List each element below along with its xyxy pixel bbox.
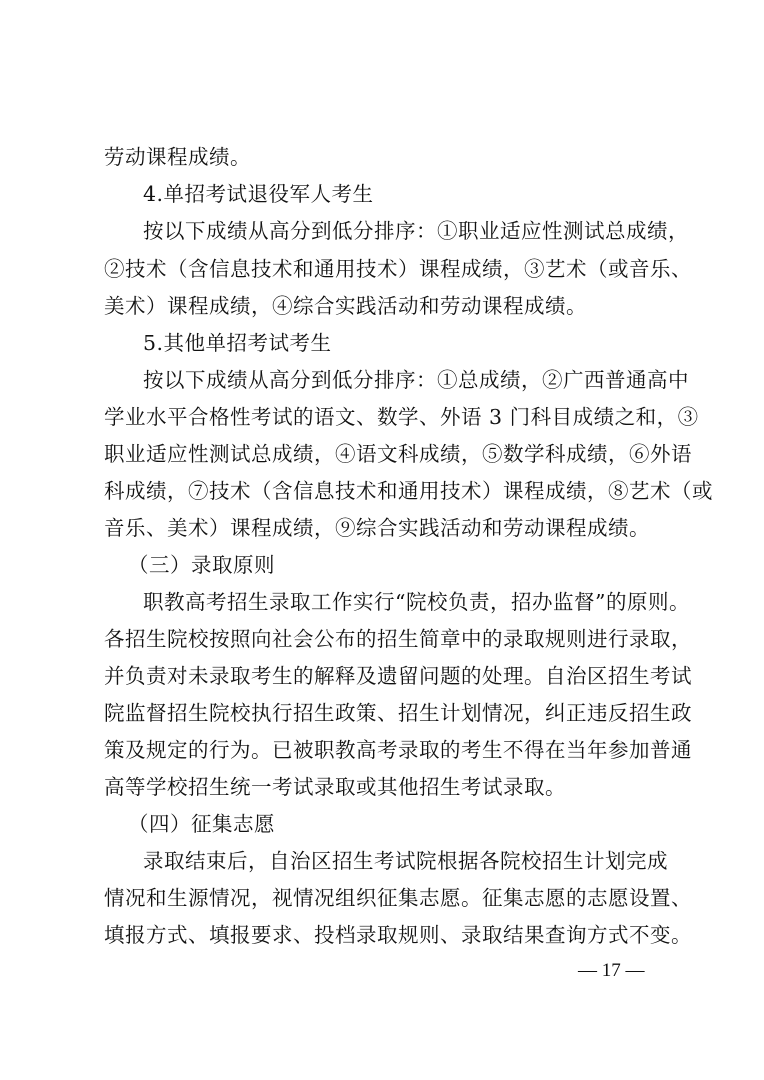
paragraph-line: 录取结束后，自治区招生考试院根据各院校招生计划完成: [143, 849, 668, 873]
paragraph-line: 科成绩，⑦技术（含信息技术和通用技术）课程成绩，⑧艺术（或: [104, 479, 713, 503]
paragraph-line: 按以下成绩从高分到低分排序：①总成绩，②广西普通高中: [143, 368, 689, 392]
page-number: — 17 —: [578, 960, 645, 981]
paragraph-line: 填报方式、填报要求、投档录取规则、录取结果查询方式不变。: [104, 923, 692, 947]
paragraph-line: 情况和生源情况，视情况组织征集志愿。征集志愿的志愿设置、: [104, 886, 692, 910]
paragraph-line: 职业适应性测试总成绩，④语文科成绩，⑤数学科成绩，⑥外语: [104, 442, 692, 466]
paragraph-line: 劳动课程成绩。: [104, 145, 251, 169]
section-heading: 4.单招考试退役军人考生: [143, 182, 374, 206]
paragraph-line: 音乐、美术）课程成绩，⑨综合实践活动和劳动课程成绩。: [104, 516, 650, 540]
paragraph-line: 并负责对未录取考生的解释及遗留问题的处理。自治区招生考试: [104, 664, 692, 688]
section-heading: 5.其他单招考试考生: [143, 331, 332, 355]
paragraph-line: 各招生院校按照向社会公布的招生简章中的录取规则进行录取，: [104, 627, 692, 651]
paragraph-line: 高等学校招生统一考试录取或其他招生考试录取。: [104, 775, 566, 799]
paragraph-line: 院监督招生院校执行招生政策、招生计划情况，纠正违反招生政: [104, 701, 692, 725]
paragraph-line: ②技术（含信息技术和通用技术）课程成绩，③艺术（或音乐、: [104, 257, 692, 281]
paragraph-line: 职教高考招生录取工作实行“院校负责，招办监督”的原则。: [143, 590, 690, 614]
section-heading: （三）录取原则: [128, 553, 275, 577]
paragraph-line: 策及规定的行为。已被职教高考录取的考生不得在当年参加普通: [104, 738, 692, 762]
section-heading: （四）征集志愿: [128, 812, 275, 836]
paragraph-line: 按以下成绩从高分到低分排序：①职业适应性测试总成绩，: [143, 219, 689, 243]
paragraph-line: 学业水平合格性考试的语文、数学、外语 3 门科目成绩之和，③: [104, 405, 699, 429]
paragraph-line: 美术）课程成绩，④综合实践活动和劳动课程成绩。: [104, 294, 587, 318]
